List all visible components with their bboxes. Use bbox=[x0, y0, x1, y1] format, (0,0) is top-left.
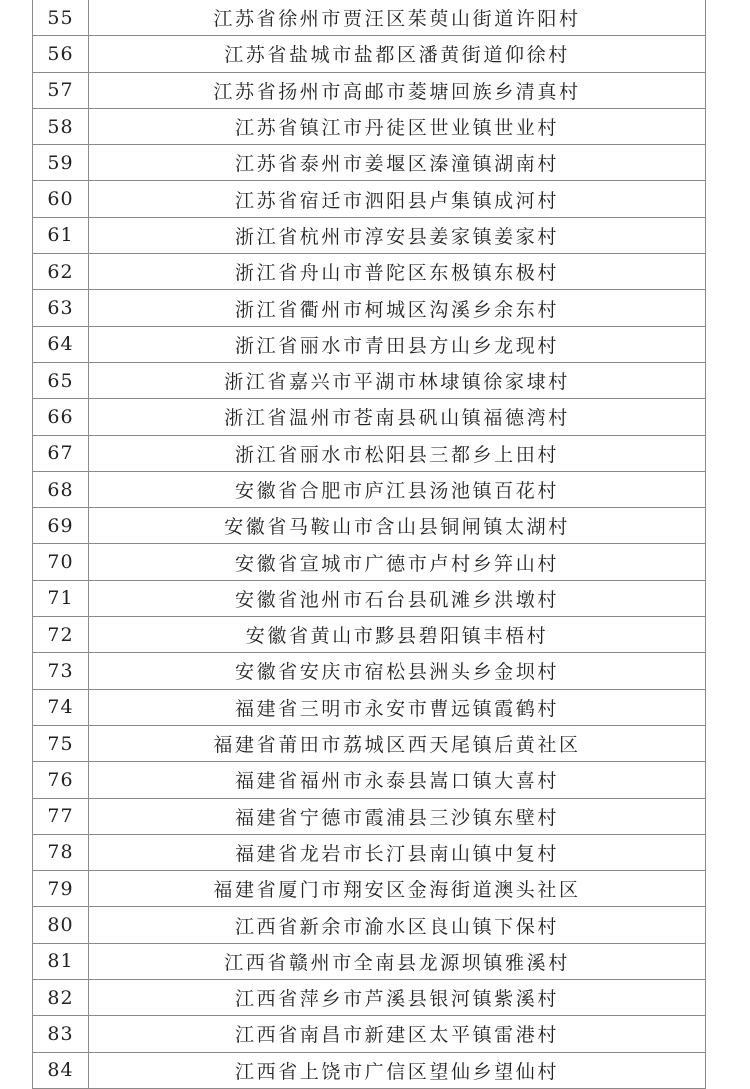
row-number-cell: 80 bbox=[33, 907, 89, 943]
village-name-cell: 江西省上饶市广信区望仙乡望仙村 bbox=[89, 1052, 706, 1088]
table-row bbox=[33, 362, 706, 398]
table-row bbox=[33, 0, 706, 36]
table-row bbox=[33, 36, 706, 72]
row-number-cell: 74 bbox=[33, 689, 89, 725]
table-row bbox=[33, 871, 706, 907]
village-name-cell: 江西省新余市渝水区良山镇下保村 bbox=[89, 907, 706, 943]
row-number-cell: 76 bbox=[33, 762, 89, 798]
village-name-cell: 福建省三明市永安市曹远镇霞鹤村 bbox=[89, 689, 706, 725]
village-name-cell: 浙江省温州市苍南县矾山镇福德湾村 bbox=[89, 399, 706, 435]
row-number-cell: 70 bbox=[33, 544, 89, 580]
village-name-cell: 江苏省宿迁市泗阳县卢集镇成河村 bbox=[89, 181, 706, 217]
table-row bbox=[33, 508, 706, 544]
row-number-cell: 72 bbox=[33, 617, 89, 653]
row-number-cell: 79 bbox=[33, 871, 89, 907]
table-row bbox=[33, 145, 706, 181]
row-number-cell: 68 bbox=[33, 471, 89, 507]
row-number-cell: 55 bbox=[33, 0, 89, 36]
row-number-cell: 67 bbox=[33, 435, 89, 471]
row-number-cell: 69 bbox=[33, 508, 89, 544]
village-name-cell: 安徽省马鞍山市含山县铜闸镇太湖村 bbox=[89, 508, 706, 544]
table-row bbox=[33, 181, 706, 217]
village-name-cell: 江苏省镇江市丹徒区世业镇世业村 bbox=[89, 108, 706, 144]
table-row bbox=[33, 762, 706, 798]
row-number-cell: 73 bbox=[33, 653, 89, 689]
row-number-cell: 57 bbox=[33, 72, 89, 108]
village-name-cell: 福建省厦门市翔安区金海街道澳头社区 bbox=[89, 871, 706, 907]
table-row bbox=[33, 725, 706, 761]
village-name-cell: 江西省赣州市全南县龙源坝镇雅溪村 bbox=[89, 943, 706, 979]
village-name-cell: 江苏省泰州市姜堰区溱潼镇湖南村 bbox=[89, 145, 706, 181]
table-body bbox=[33, 0, 706, 1088]
row-number-cell: 63 bbox=[33, 290, 89, 326]
row-number-cell: 71 bbox=[33, 580, 89, 616]
village-name-cell: 安徽省安庆市宿松县洲头乡金坝村 bbox=[89, 653, 706, 689]
table-row bbox=[33, 399, 706, 435]
village-name-cell: 安徽省合肥市庐江县汤池镇百花村 bbox=[89, 471, 706, 507]
village-name-cell: 浙江省丽水市松阳县三都乡上田村 bbox=[89, 435, 706, 471]
village-name-cell: 江苏省徐州市贾汪区茱萸山街道许阳村 bbox=[89, 0, 706, 36]
row-number-cell: 75 bbox=[33, 725, 89, 761]
table-row bbox=[33, 108, 706, 144]
table-row bbox=[33, 834, 706, 870]
table-row bbox=[33, 907, 706, 943]
table-row bbox=[33, 72, 706, 108]
table-row bbox=[33, 544, 706, 580]
village-name-cell: 安徽省宣城市广德市卢村乡笄山村 bbox=[89, 544, 706, 580]
village-name-cell: 福建省莆田市荔城区西天尾镇后黄社区 bbox=[89, 725, 706, 761]
table-row bbox=[33, 798, 706, 834]
table-row bbox=[33, 617, 706, 653]
table-row bbox=[33, 290, 706, 326]
row-number-cell: 82 bbox=[33, 980, 89, 1016]
table-row bbox=[33, 689, 706, 725]
village-name-cell: 福建省福州市永泰县嵩口镇大喜村 bbox=[89, 762, 706, 798]
village-name-cell: 浙江省丽水市青田县方山乡龙现村 bbox=[89, 326, 706, 362]
village-name-cell: 福建省龙岩市长汀县南山镇中复村 bbox=[89, 834, 706, 870]
village-name-cell: 福建省宁德市霞浦县三沙镇东壁村 bbox=[89, 798, 706, 834]
row-number-cell: 84 bbox=[33, 1052, 89, 1088]
row-number-cell: 83 bbox=[33, 1016, 89, 1052]
row-number-cell: 59 bbox=[33, 145, 89, 181]
row-number-cell: 78 bbox=[33, 834, 89, 870]
village-name-cell: 浙江省杭州市淳安县姜家镇姜家村 bbox=[89, 217, 706, 253]
village-name-cell: 江苏省扬州市高邮市菱塘回族乡清真村 bbox=[89, 72, 706, 108]
village-name-cell: 江西省萍乡市芦溪县银河镇紫溪村 bbox=[89, 980, 706, 1016]
row-number-cell: 56 bbox=[33, 36, 89, 72]
village-name-cell: 浙江省嘉兴市平湖市林埭镇徐家埭村 bbox=[89, 362, 706, 398]
table-row bbox=[33, 580, 706, 616]
table-row bbox=[33, 254, 706, 290]
table-row bbox=[33, 1052, 706, 1088]
table-row bbox=[33, 435, 706, 471]
village-name-cell: 江苏省盐城市盐都区潘黄街道仰徐村 bbox=[89, 36, 706, 72]
village-name-cell: 安徽省黄山市黟县碧阳镇丰梧村 bbox=[89, 617, 706, 653]
row-number-cell: 62 bbox=[33, 254, 89, 290]
village-name-cell: 江西省南昌市新建区太平镇雷港村 bbox=[89, 1016, 706, 1052]
row-number-cell: 65 bbox=[33, 362, 89, 398]
village-list-table bbox=[32, 0, 706, 1089]
village-name-cell: 安徽省池州市石台县矶滩乡洪墩村 bbox=[89, 580, 706, 616]
row-number-cell: 66 bbox=[33, 399, 89, 435]
table-row bbox=[33, 1016, 706, 1052]
table-row bbox=[33, 326, 706, 362]
row-number-cell: 60 bbox=[33, 181, 89, 217]
row-number-cell: 61 bbox=[33, 217, 89, 253]
row-number-cell: 64 bbox=[33, 326, 89, 362]
table-row bbox=[33, 471, 706, 507]
table-row bbox=[33, 943, 706, 979]
table-row bbox=[33, 217, 706, 253]
row-number-cell: 77 bbox=[33, 798, 89, 834]
row-number-cell: 58 bbox=[33, 108, 89, 144]
table-row bbox=[33, 653, 706, 689]
table-row bbox=[33, 980, 706, 1016]
village-name-cell: 浙江省衢州市柯城区沟溪乡余东村 bbox=[89, 290, 706, 326]
village-name-cell: 浙江省舟山市普陀区东极镇东极村 bbox=[89, 254, 706, 290]
row-number-cell: 81 bbox=[33, 943, 89, 979]
